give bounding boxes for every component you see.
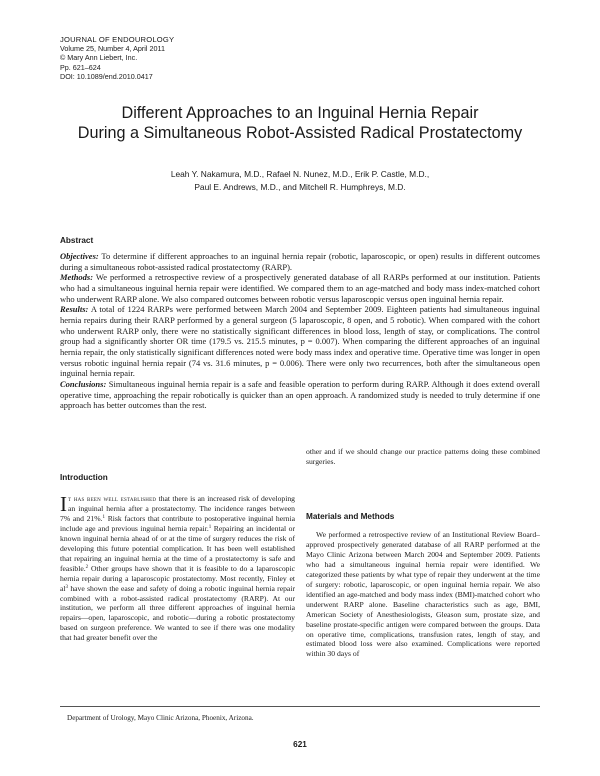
- intro-text-a: that there is an increased risk of developing an inguinal hernia after a prostatectomy. The incidence ranges between 7% and 21%.: [60, 494, 295, 523]
- introduction-paragraph: [60, 494, 295, 643]
- abstract-conclusions: [60, 379, 540, 411]
- methods-body: [306, 530, 540, 659]
- introduction-heading: Introduction: [60, 473, 108, 482]
- intro-text-e: have shown the ease and safety of doing a robotic inguinal hernia repair combined with a robot-assisted radical prostatectomy (RARP). At our institution, we perform all three different approaches of inguinal hernia repairs—open, laparoscopic, and robotic—during a robotic prostatectomy based on surgeon preference. We wanted to see if there was one modality that had greater benefit over the: [60, 583, 295, 643]
- intro-continued-text: other and if we should change our practice patterns doing these combined surgeries.: [306, 447, 540, 466]
- drop-cap: I: [60, 492, 67, 516]
- authors-line-2: Paul E. Andrews, M.D., and Mitchell R. Humphreys, M.D.: [194, 181, 406, 192]
- journal-doi: DOI: 10.1089/end.2010.0417: [60, 71, 153, 81]
- title-line-2: During a Simultaneous Robot-Assisted Radical Prostatectomy: [77, 124, 523, 142]
- paper-title: [60, 103, 540, 143]
- intro-text-b: Risk factors that contribute to postoperative inguinal hernia include age and previous inguinal hernia repair.: [60, 513, 295, 533]
- methods-text: We performed a retrospective review of a prospectively generated database of all RARPs performed at our institution. Patients who had a simultaneous inguinal hernia repair were identified. We compared them to an age-matched and body mass index-matched cohort who underwent RARP alone. We also compared outcomes between robotic versus laparoscopic versus open inguinal hernia repair.: [60, 272, 540, 304]
- page-number: 621: [293, 740, 307, 749]
- results-text: A total of 1224 RARPs were performed between March 2004 and September 2009. Eighteen patients had simultaneous inguinal hernia repairs during their RARP performed by a general surgeon (5 laparoscopic, 8 open, and 5 robotic). When compared with the cohort who underwent RARP only, there were no statistically significant differences in blood loss, length of stay, or complications. The control group had a significantly shorter OR time (179.5 vs. 215.5 minutes, p = 0.007). When comparing the different approaches of an inguinal hernia repair, the only statistically significant differences noted were body mass index and operative time. Operative time was longer in open versus robotic inguinal hernia repair (74 vs. 31.6 minutes, p = 0.006). There were only two recurrences, both after the simultaneous open inguinal hernia repair.: [60, 304, 540, 379]
- author-list: [60, 168, 540, 193]
- affiliation-footnote: Department of Urology, Mayo Clinic Arizona, Phoenix, Arizona.: [67, 714, 254, 722]
- journal-copyright: © Mary Ann Liebert, Inc.: [60, 53, 138, 63]
- title-line-1: Different Approaches to an Inguinal Hernia Repair: [121, 104, 479, 122]
- introduction-body: [60, 494, 295, 643]
- objectives-label: Objectives:: [60, 251, 99, 261]
- abstract-results: [60, 304, 540, 379]
- abstract-methods: [60, 272, 540, 304]
- methods-heading: Materials and Methods: [306, 512, 395, 521]
- lead-in: t has been well established: [68, 494, 157, 503]
- conclusions-label: Conclusions:: [60, 378, 107, 389]
- results-label: Results:: [60, 304, 89, 315]
- methods-label: Methods:: [60, 272, 94, 283]
- objectives-text: To determine if different approaches to an inguinal hernia repair (robotic, laparoscopic, or open) results in different outcomes during a simultaneous robot-assisted radical prostatectomy (RARP).: [60, 251, 540, 272]
- abstract-objectives: [60, 251, 540, 272]
- journal-volume: Volume 25, Number 4, April 2011: [60, 44, 165, 54]
- journal-pages: Pp. 621–624: [60, 62, 101, 72]
- citation-ref: 1: [208, 524, 212, 530]
- methods-paragraph: We performed a retrospective review of an Institutional Review Board–approved prospectively generated database of all RARP performed at the Mayo Clinic Arizona between March 2004 and September 2009. Patients who had a simultaneous inguinal hernia repair were identified. We categorized these patients by what type of repair they underwent at the time of surgery: robotic, laparoscopic, or open inguinal hernia repair. We also identified an age-matched and body mass index (BMI)-matched cohort who underwent RARP alone. Baseline characteristics such as age, BMI, American Society of Anesthesiologists, Gleason sum, prostate size, and baseline prostate-specific antigen were compared between the groups. Data on operative time, complications, transfusion rates, length of stay, and estimated blood loss were also examined. Complications were reported within 30 days of: [306, 530, 540, 659]
- journal-name: JOURNAL OF ENDOUROLOGY: [60, 35, 175, 44]
- authors-line-1: Leah Y. Nakamura, M.D., Rafael N. Nunez, M.D., Erik P. Castle, M.D.,: [170, 169, 430, 179]
- citation-ref: 2: [85, 564, 89, 570]
- introduction-continued: [306, 447, 540, 467]
- footnote-divider: [60, 706, 540, 707]
- citation-ref: 1: [102, 514, 106, 520]
- citation-ref: 3: [65, 584, 69, 590]
- journal-info: [60, 35, 174, 81]
- abstract-heading: Abstract: [60, 236, 94, 245]
- intro-text-d: Other groups have shown that it is feasible to do a laparoscopic hernia repair during a laparoscopic prostatectomy. Most recently, Finley et al: [60, 563, 295, 593]
- conclusions-text: Simultaneous inguinal hernia repair is a safe and feasible operation to perform during RARP. Although it does extend overall operative time, approaching the repair robotically is quicker than an open approach. A randomized study is needed to truly determine if one approach has better outcomes than the rest.: [60, 378, 540, 411]
- abstract-body: [60, 251, 540, 411]
- intro-text-c: Repairing an incidental or known inguinal hernia ahead of or at the time of surgery reduces the risk of developing this future potential complication. It has been well established that repairing an inguinal hernia at the time of a prostatectomy is safe and feasible.: [60, 523, 295, 573]
